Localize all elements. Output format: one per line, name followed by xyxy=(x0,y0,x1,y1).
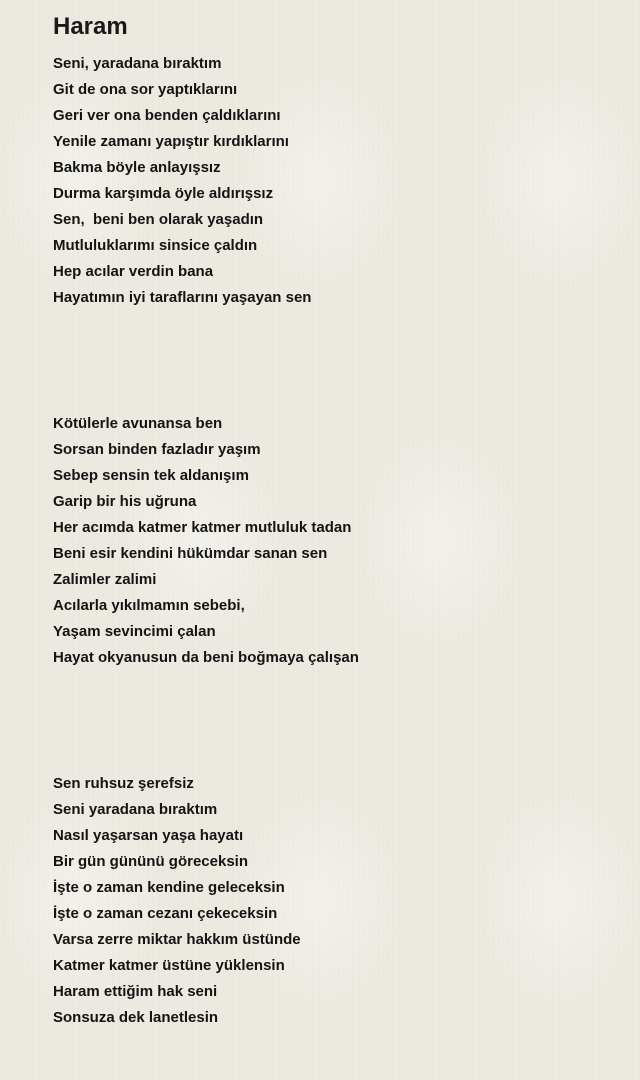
poem-line: Garip bir his uğruna xyxy=(53,493,197,510)
poem-line: Geri ver ona benden çaldıklarını xyxy=(53,107,281,124)
poem-line: İşte o zaman kendine geleceksin xyxy=(53,879,285,896)
stanza-3 xyxy=(53,771,613,1031)
poem-line: Mutluluklarımı sinsice çaldın xyxy=(53,237,258,254)
poem-line: Hayatımın iyi taraflarını yaşayan sen xyxy=(53,289,312,306)
poem-line: Durma karşımda öyle aldırışsız xyxy=(53,185,274,202)
poem-line: Bir gün gününü göreceksin xyxy=(53,853,249,870)
poem-line: Haram ettiğim hak seni xyxy=(53,983,218,1000)
poem-line: Katmer katmer üstüne yüklensin xyxy=(53,957,285,974)
poem-line: Seni, yaradana bıraktım xyxy=(53,55,222,72)
poem-line: İşte o zaman cezanı çekeceksin xyxy=(53,905,278,922)
poem-line: Acılarla yıkılmamın sebebi, xyxy=(53,597,245,614)
poem-line: Kötülerle avunansa ben xyxy=(53,415,223,432)
poem-container xyxy=(53,12,613,1031)
poem-title: Haram xyxy=(53,13,128,40)
poem-line: Hep acılar verdin bana xyxy=(53,263,214,280)
poem-line: Sen ruhsuz şerefsiz xyxy=(53,775,194,792)
poem-line: Seni yaradana bıraktım xyxy=(53,801,218,818)
poem-line: Hayat okyanusun da beni boğmaya çalışan xyxy=(53,649,359,666)
poem-line: Varsa zerre miktar hakkım üstünde xyxy=(53,931,301,948)
poem-line: Sonsuza dek lanetlesin xyxy=(53,1009,219,1026)
poem-line: Beni esir kendini hükümdar sanan sen xyxy=(53,545,328,562)
poem-line: Sorsan binden fazladır yaşım xyxy=(53,441,261,458)
poem-line: Zalimler zalimi xyxy=(53,571,157,588)
poem-line: Git de ona sor yaptıklarını xyxy=(53,81,238,98)
poem-line: Sen, beni ben olarak yaşadın xyxy=(53,211,264,228)
poem-line: Bakma böyle anlayışsız xyxy=(53,159,221,176)
poem-line: Yaşam sevincimi çalan xyxy=(53,623,216,640)
poem-line: Sebep sensin tek aldanışım xyxy=(53,467,249,484)
stanza-1 xyxy=(53,51,613,311)
poem-line: Nasıl yaşarsan yaşa hayatı xyxy=(53,827,244,844)
poem-line: Her acımda katmer katmer mutluluk tadan xyxy=(53,519,352,536)
poem-line: Yenile zamanı yapıştır kırdıklarını xyxy=(53,133,289,150)
stanza-2 xyxy=(53,411,613,671)
